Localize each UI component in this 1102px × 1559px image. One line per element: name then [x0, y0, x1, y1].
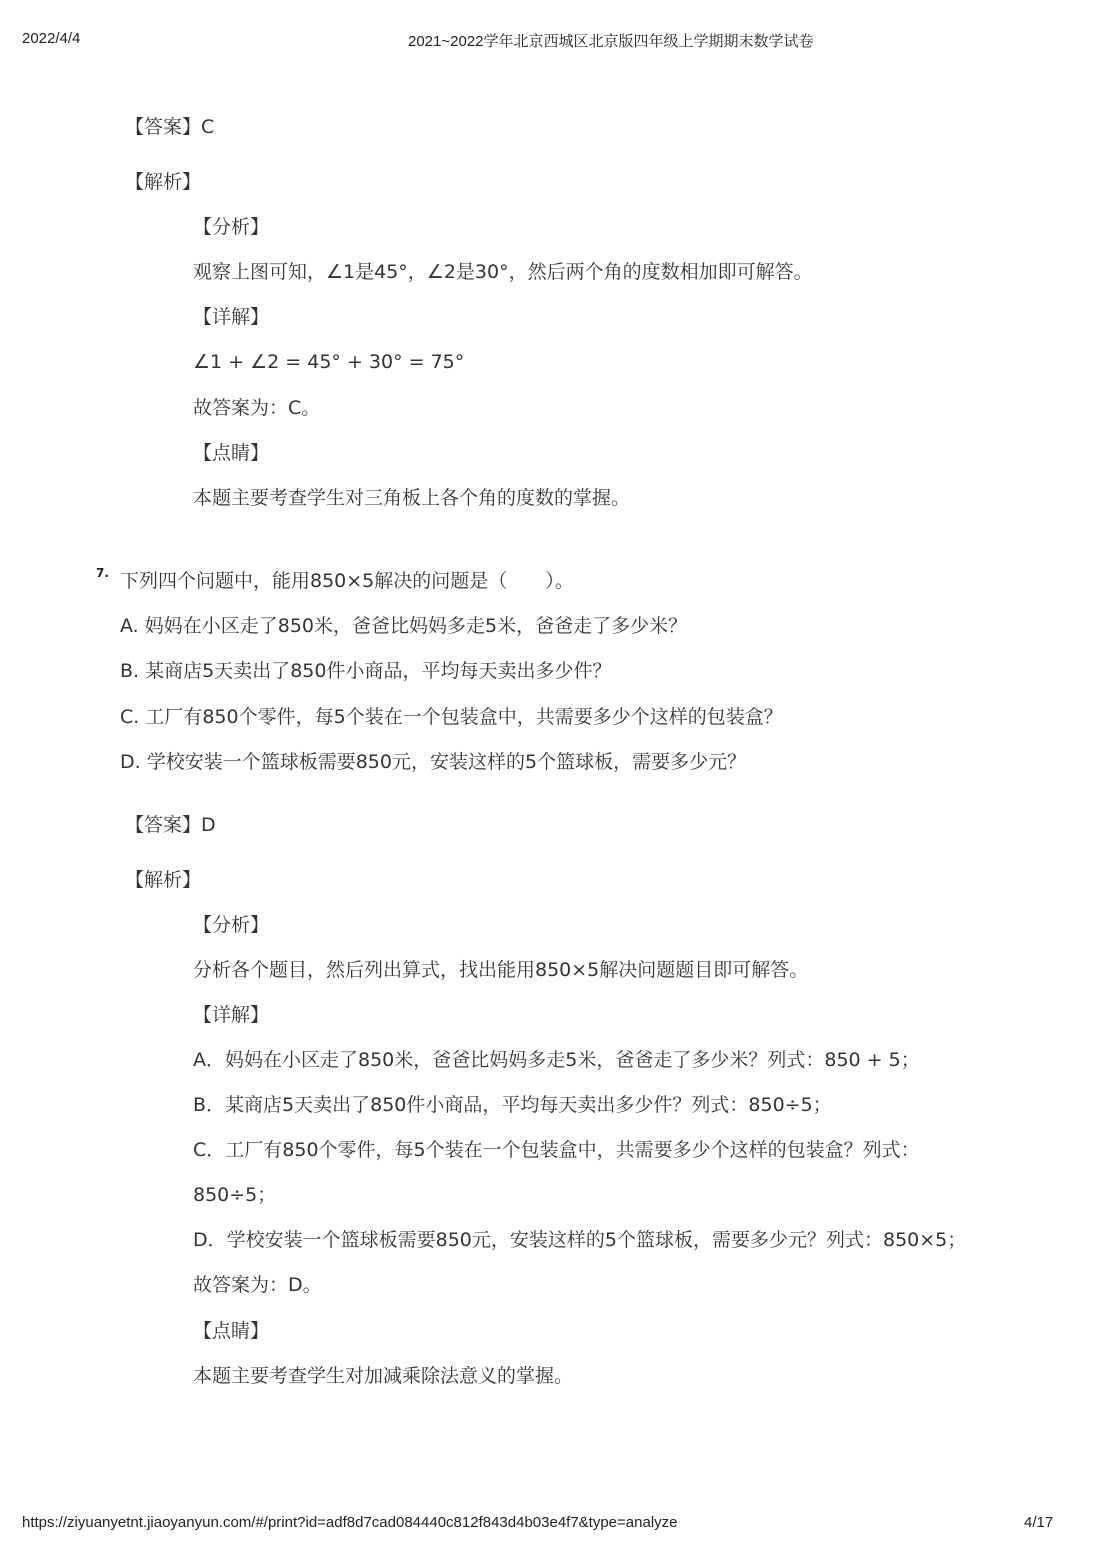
q7-conclusion: 故答案为：D。: [193, 1274, 322, 1296]
q7-xiangjie-label: 【详解】: [193, 1004, 270, 1026]
q7-number: 7.: [96, 566, 109, 580]
q6-answer: 【答案】C: [125, 116, 215, 138]
header-title: 2021~2022学年北京西城区北京版四年级上学期期末数学试卷: [408, 33, 814, 50]
q7-detail-d: D．学校安装一个篮球板需要850元，安装这样的5个篮球板，需要多少元？列式：850×5；: [193, 1229, 967, 1251]
q7-fenxi-text: 分析各个题目，然后列出算式，找出能用850×5解决问题题目即可解答。: [193, 959, 809, 981]
q6-fenxi-label: 【分析】: [193, 216, 270, 238]
q7-option-d: D. 学校安装一个篮球板需要850元，安装这样的5个篮球板，需要多少元？: [120, 751, 747, 773]
q6-dianjing-label: 【点睛】: [193, 442, 270, 464]
footer-url[interactable]: https://ziyuanyetnt.jiaoyanyun.com/#/print?id=adf8d7cad084440c812f843d4b03e4f7&type=analyze: [22, 1514, 678, 1531]
footer-page-number: 4/17: [1024, 1514, 1054, 1531]
q7-detail-c: C．工厂有850个零件，每5个装在一个包装盒中，共需要多少个这样的包装盒？列式：: [193, 1139, 920, 1161]
q7-dianjing-text: 本题主要考查学生对加减乘除法意义的掌握。: [193, 1365, 574, 1387]
header-date: 2022/4/4: [22, 30, 81, 47]
q6-fenxi-text: 观察上图可知，∠1是45°，∠2是30°，然后两个角的度数相加即可解答。: [193, 261, 813, 283]
q6-formula: ∠1 + ∠2 = 45° + 30° = 75°: [193, 351, 465, 373]
q7-option-c: C. 工厂有850个零件，每5个装在一个包装盒中，共需要多少个这样的包装盒？: [120, 706, 783, 728]
q7-stem: 下列四个问题中，能用850×5解决的问题是（ ）。: [120, 570, 574, 592]
q7-detail-b: B．某商店5天卖出了850件小商品，平均每天卖出多少件？列式：850÷5；: [193, 1094, 832, 1116]
q7-detail-a: A．妈妈在小区走了850米，爸爸比妈妈多走5米，爸爸走了多少米？列式：850 + 5；: [193, 1049, 920, 1071]
q7-option-b: B. 某商店5天卖出了850件小商品，平均每天卖出多少件？: [120, 660, 612, 682]
q7-analysis-label: 【解析】: [125, 869, 202, 891]
q6-analysis-label: 【解析】: [125, 171, 202, 193]
q7-detail-c-cont: 850÷5；: [193, 1184, 277, 1206]
q6-xiangjie-label: 【详解】: [193, 306, 270, 328]
q7-dianjing-label: 【点睛】: [193, 1320, 270, 1342]
q7-answer: 【答案】D: [125, 814, 216, 836]
q6-dianjing-text: 本题主要考查学生对三角板上各个角的度数的掌握。: [193, 487, 631, 509]
q7-fenxi-label: 【分析】: [193, 914, 270, 936]
q6-conclusion: 故答案为：C。: [193, 397, 321, 419]
q7-option-a: A. 妈妈在小区走了850米，爸爸比妈妈多走5米，爸爸走了多少米？: [120, 615, 688, 637]
